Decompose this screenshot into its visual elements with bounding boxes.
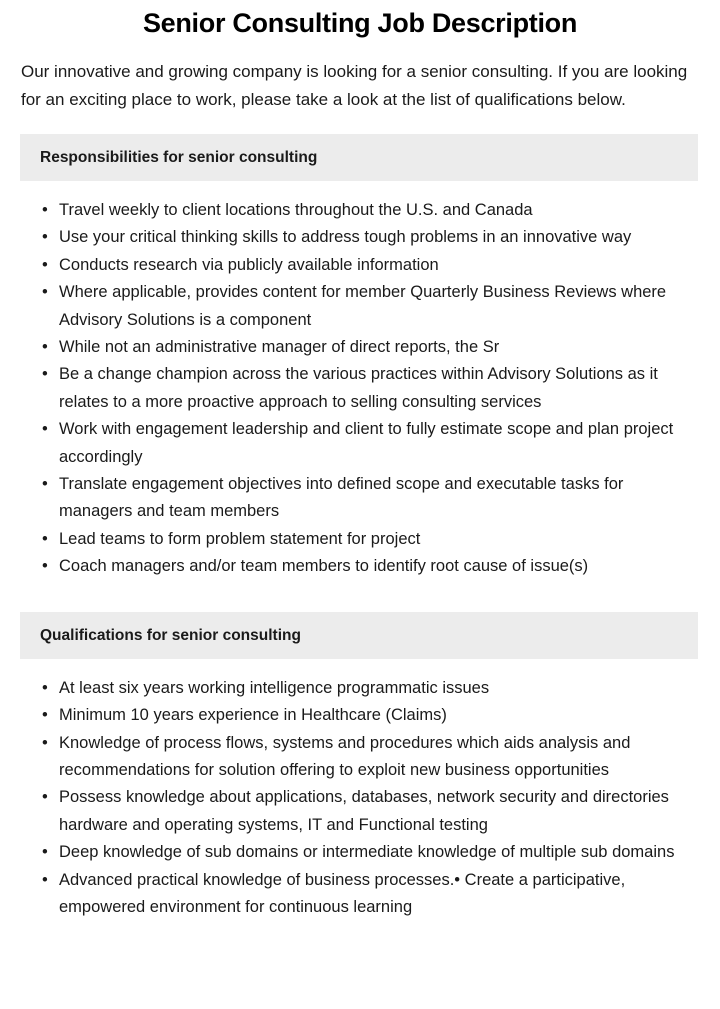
qualifications-list bbox=[0, 675, 720, 922]
responsibilities-list bbox=[0, 197, 720, 581]
list-item: • Minimum 10 years experience in Healthcare (Claims) bbox=[0, 702, 720, 729]
list-item: • Where applicable, provides content for member Quarterly Business Reviews where Advisory Solutions is a component bbox=[0, 279, 720, 334]
job-description-page bbox=[0, 6, 720, 1009]
list-item: • Possess knowledge about applications, databases, network security and directories hardware and operating systems, IT and Functional testing bbox=[0, 784, 720, 839]
section-qualifications bbox=[0, 612, 720, 922]
list-item: • Travel weekly to client locations throughout the U.S. and Canada bbox=[0, 197, 720, 224]
list-item: • Use your critical thinking skills to address tough problems in an innovative way bbox=[0, 224, 720, 251]
section-heading-responsibilities: Responsibilities for senior consulting bbox=[20, 134, 698, 181]
list-item: • Conducts research via publicly available information bbox=[0, 252, 720, 279]
list-item: • Coach managers and/or team members to identify root cause of issue(s) bbox=[0, 553, 720, 580]
list-item: • Knowledge of process flows, systems and procedures which aids analysis and recommendations for solution offering to exploit new business opportunities bbox=[0, 730, 720, 785]
section-heading-qualifications: Qualifications for senior consulting bbox=[20, 612, 698, 659]
list-item: • Work with engagement leadership and client to fully estimate scope and plan project accordingly bbox=[0, 416, 720, 471]
list-item: • Lead teams to form problem statement for project bbox=[0, 526, 720, 553]
list-item: • Deep knowledge of sub domains or intermediate knowledge of multiple sub domains bbox=[0, 839, 720, 866]
list-item: • Translate engagement objectives into defined scope and executable tasks for managers and team members bbox=[0, 471, 720, 526]
spacer bbox=[0, 181, 720, 197]
spacer bbox=[0, 581, 720, 591]
section-responsibilities bbox=[0, 134, 720, 591]
spacer bbox=[0, 659, 720, 675]
page-title: Senior Consulting Job Description bbox=[142, 8, 578, 38]
list-item: • Advanced practical knowledge of business processes.• Create a participative, empowered environment for continuous learning bbox=[0, 867, 720, 922]
list-item: • Be a change champion across the various practices within Advisory Solutions as it relates to a more proactive approach to selling consulting services bbox=[0, 361, 720, 416]
list-item: • While not an administrative manager of direct reports, the Sr bbox=[0, 334, 720, 361]
list-item: • At least six years working intelligence programmatic issues bbox=[0, 675, 720, 702]
intro-paragraph: Our innovative and growing company is looking for a senior consulting. If you are looking for an exciting place to work, please take a look at the list of qualifications below. bbox=[21, 62, 688, 109]
